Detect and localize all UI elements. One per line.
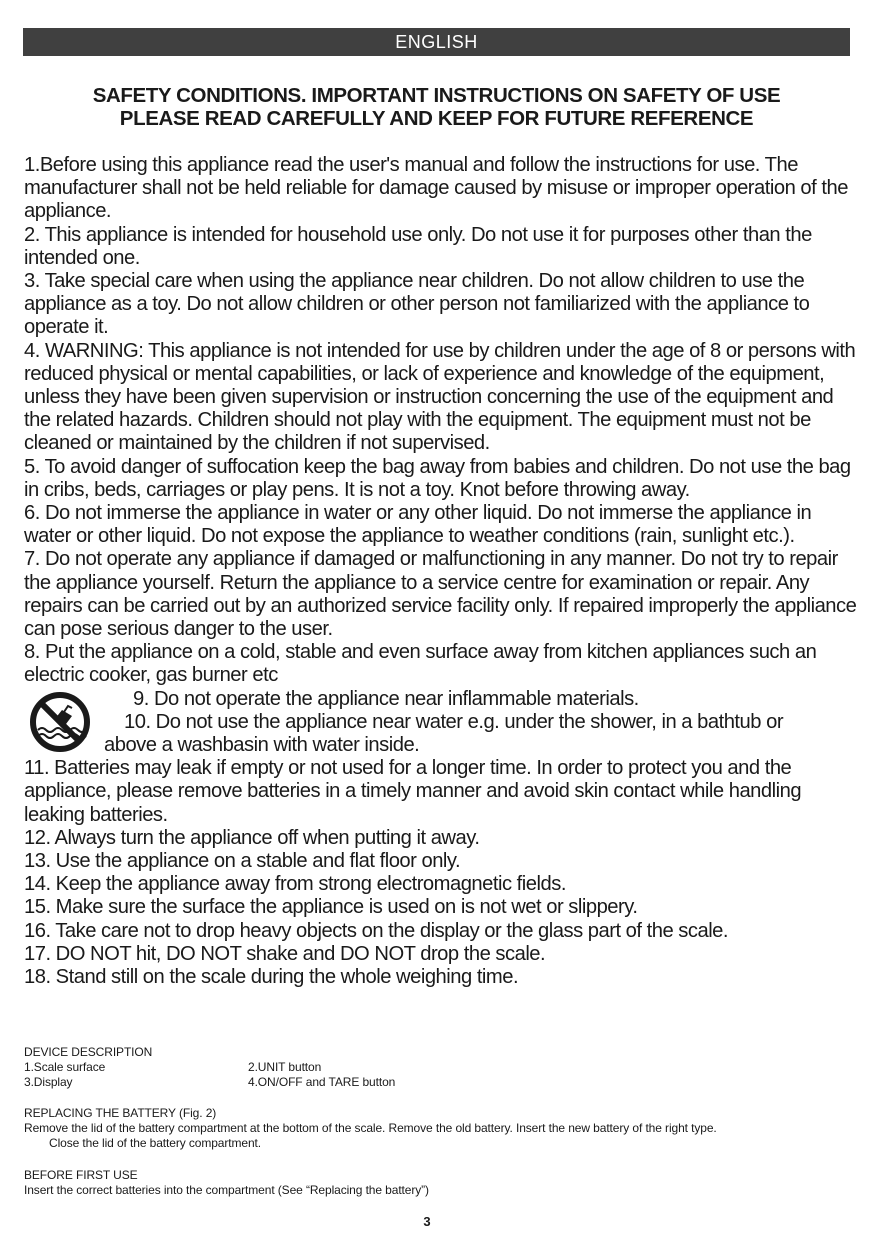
device-item-2: 2.UNIT button: [248, 1060, 322, 1074]
first-use-text: Insert the correct batteries into the compartment (See “Replacing the battery”): [24, 1183, 429, 1197]
battery-line-2: Close the lid of the battery compartment.: [49, 1136, 262, 1150]
rule-16: 16. Take care not to drop heavy objects on the display or the glass part of the scale.: [24, 919, 729, 942]
battery-section: [24, 1106, 854, 1151]
safety-rules: [24, 154, 860, 989]
rule-6: 6. Do not immerse the appliance in water or any other liquid. Do not immerse the appliance in water or other liquid. Do not expose the appliance to weather conditions (rain, sunlight etc.).: [24, 502, 812, 548]
page-number: 3: [423, 1214, 431, 1229]
rule-4: 4. WARNING: This appliance is not intended for use by children under the age of 8 or persons with reduced physical or mental capabilities, or lack of experience and knowledge of the equipment, unless they have been given supervision or instruction concerning the use of the equipment and the related hazards. Children should not play with the equipment. The equipment must not be cleaned or maintained by the children if not supervised.: [24, 339, 856, 455]
rule-9: 9. Do not operate the appliance near inflammable materials.: [133, 687, 639, 710]
rule-2: 2. This appliance is intended for household use only. Do not use it for purposes other than the intended one.: [24, 223, 812, 269]
rule-14: 14. Keep the appliance away from strong electromagnetic fields.: [24, 873, 566, 896]
title-line-2: PLEASE READ CAREFULLY AND KEEP FOR FUTURE REFERENCE: [119, 107, 754, 130]
rule-10-continued: above a washbasin with water inside.: [104, 734, 420, 757]
device-item-1: 1.Scale surface: [24, 1060, 106, 1074]
rule-11: 11. Batteries may leak if empty or not used for a longer time. In order to protect you and the appliance, please remove batteries in a timely manner and avoid skin contact while handling leaking batteries.: [24, 757, 802, 826]
rule-5: 5. To avoid danger of suffocation keep the bag away from babies and children. Do not use the bag in cribs, beds, carriages or play pens. It is not a toy. Knot before throwing away.: [24, 455, 851, 501]
rule-7: 7. Do not operate any appliance if damaged or malfunctioning in any manner. Do not try to repair the appliance yourself. Return the appliance to a service centre for examination or repair. Any repairs can be carried out by an authorized service facility only. If repaired improperly the appliance can pose serious danger to the user.: [24, 548, 857, 641]
first-use-heading: BEFORE FIRST USE: [24, 1168, 138, 1182]
rule-13: 13. Use the appliance on a stable and flat floor only.: [24, 850, 461, 873]
device-heading: DEVICE DESCRIPTION: [24, 1045, 153, 1059]
device-row-2: [24, 1075, 854, 1090]
device-description: [24, 1045, 854, 1090]
first-use-section: [24, 1168, 854, 1198]
safety-titles: [23, 84, 850, 130]
rule-17: 17. DO NOT hit, DO NOT shake and DO NOT drop the scale.: [24, 942, 546, 965]
title-line-1: SAFETY CONDITIONS. IMPORTANT INSTRUCTIONS ON SAFETY OF USE: [92, 84, 781, 107]
rule-8: 8. Put the appliance on a cold, stable and even surface away from kitchen appliances such an electric cooker, gas burner etc: [24, 641, 817, 687]
rule-18: 18. Stand still on the scale during the whole weighing time.: [24, 966, 519, 989]
device-row-1: [24, 1060, 854, 1075]
battery-line-1: Remove the lid of the battery compartment at the bottom of the scale. Remove the old battery. Insert the new battery of the right type.: [24, 1121, 717, 1135]
rule-10: 10. Do not use the appliance near water e.g. under the shower, in a bathtub or: [124, 710, 784, 733]
battery-heading: REPLACING THE BATTERY (Fig. 2): [24, 1106, 217, 1120]
rule-15: 15. Make sure the surface the appliance is used on is not wet or slippery.: [24, 896, 638, 919]
water-warning-block: [24, 688, 860, 758]
no-water-bath-icon: [24, 690, 96, 754]
rule-12: 12. Always turn the appliance off when putting it away.: [24, 826, 480, 849]
rule-1: 1.Before using this appliance read the user's manual and follow the instructions for use. The manufacturer shall not be held reliable for damage caused by misuse or improper operation of the appliance.: [24, 154, 848, 223]
rule-3: 3. Take special care when using the appliance near children. Do not allow children to use the appliance as a toy. Do not allow children or other person not familiarized with the appliance to operate it.: [24, 270, 810, 339]
device-item-3: 3.Display: [24, 1075, 73, 1089]
language-header: ENGLISH: [23, 28, 850, 56]
device-item-4: 4.ON/OFF and TARE button: [248, 1075, 396, 1089]
